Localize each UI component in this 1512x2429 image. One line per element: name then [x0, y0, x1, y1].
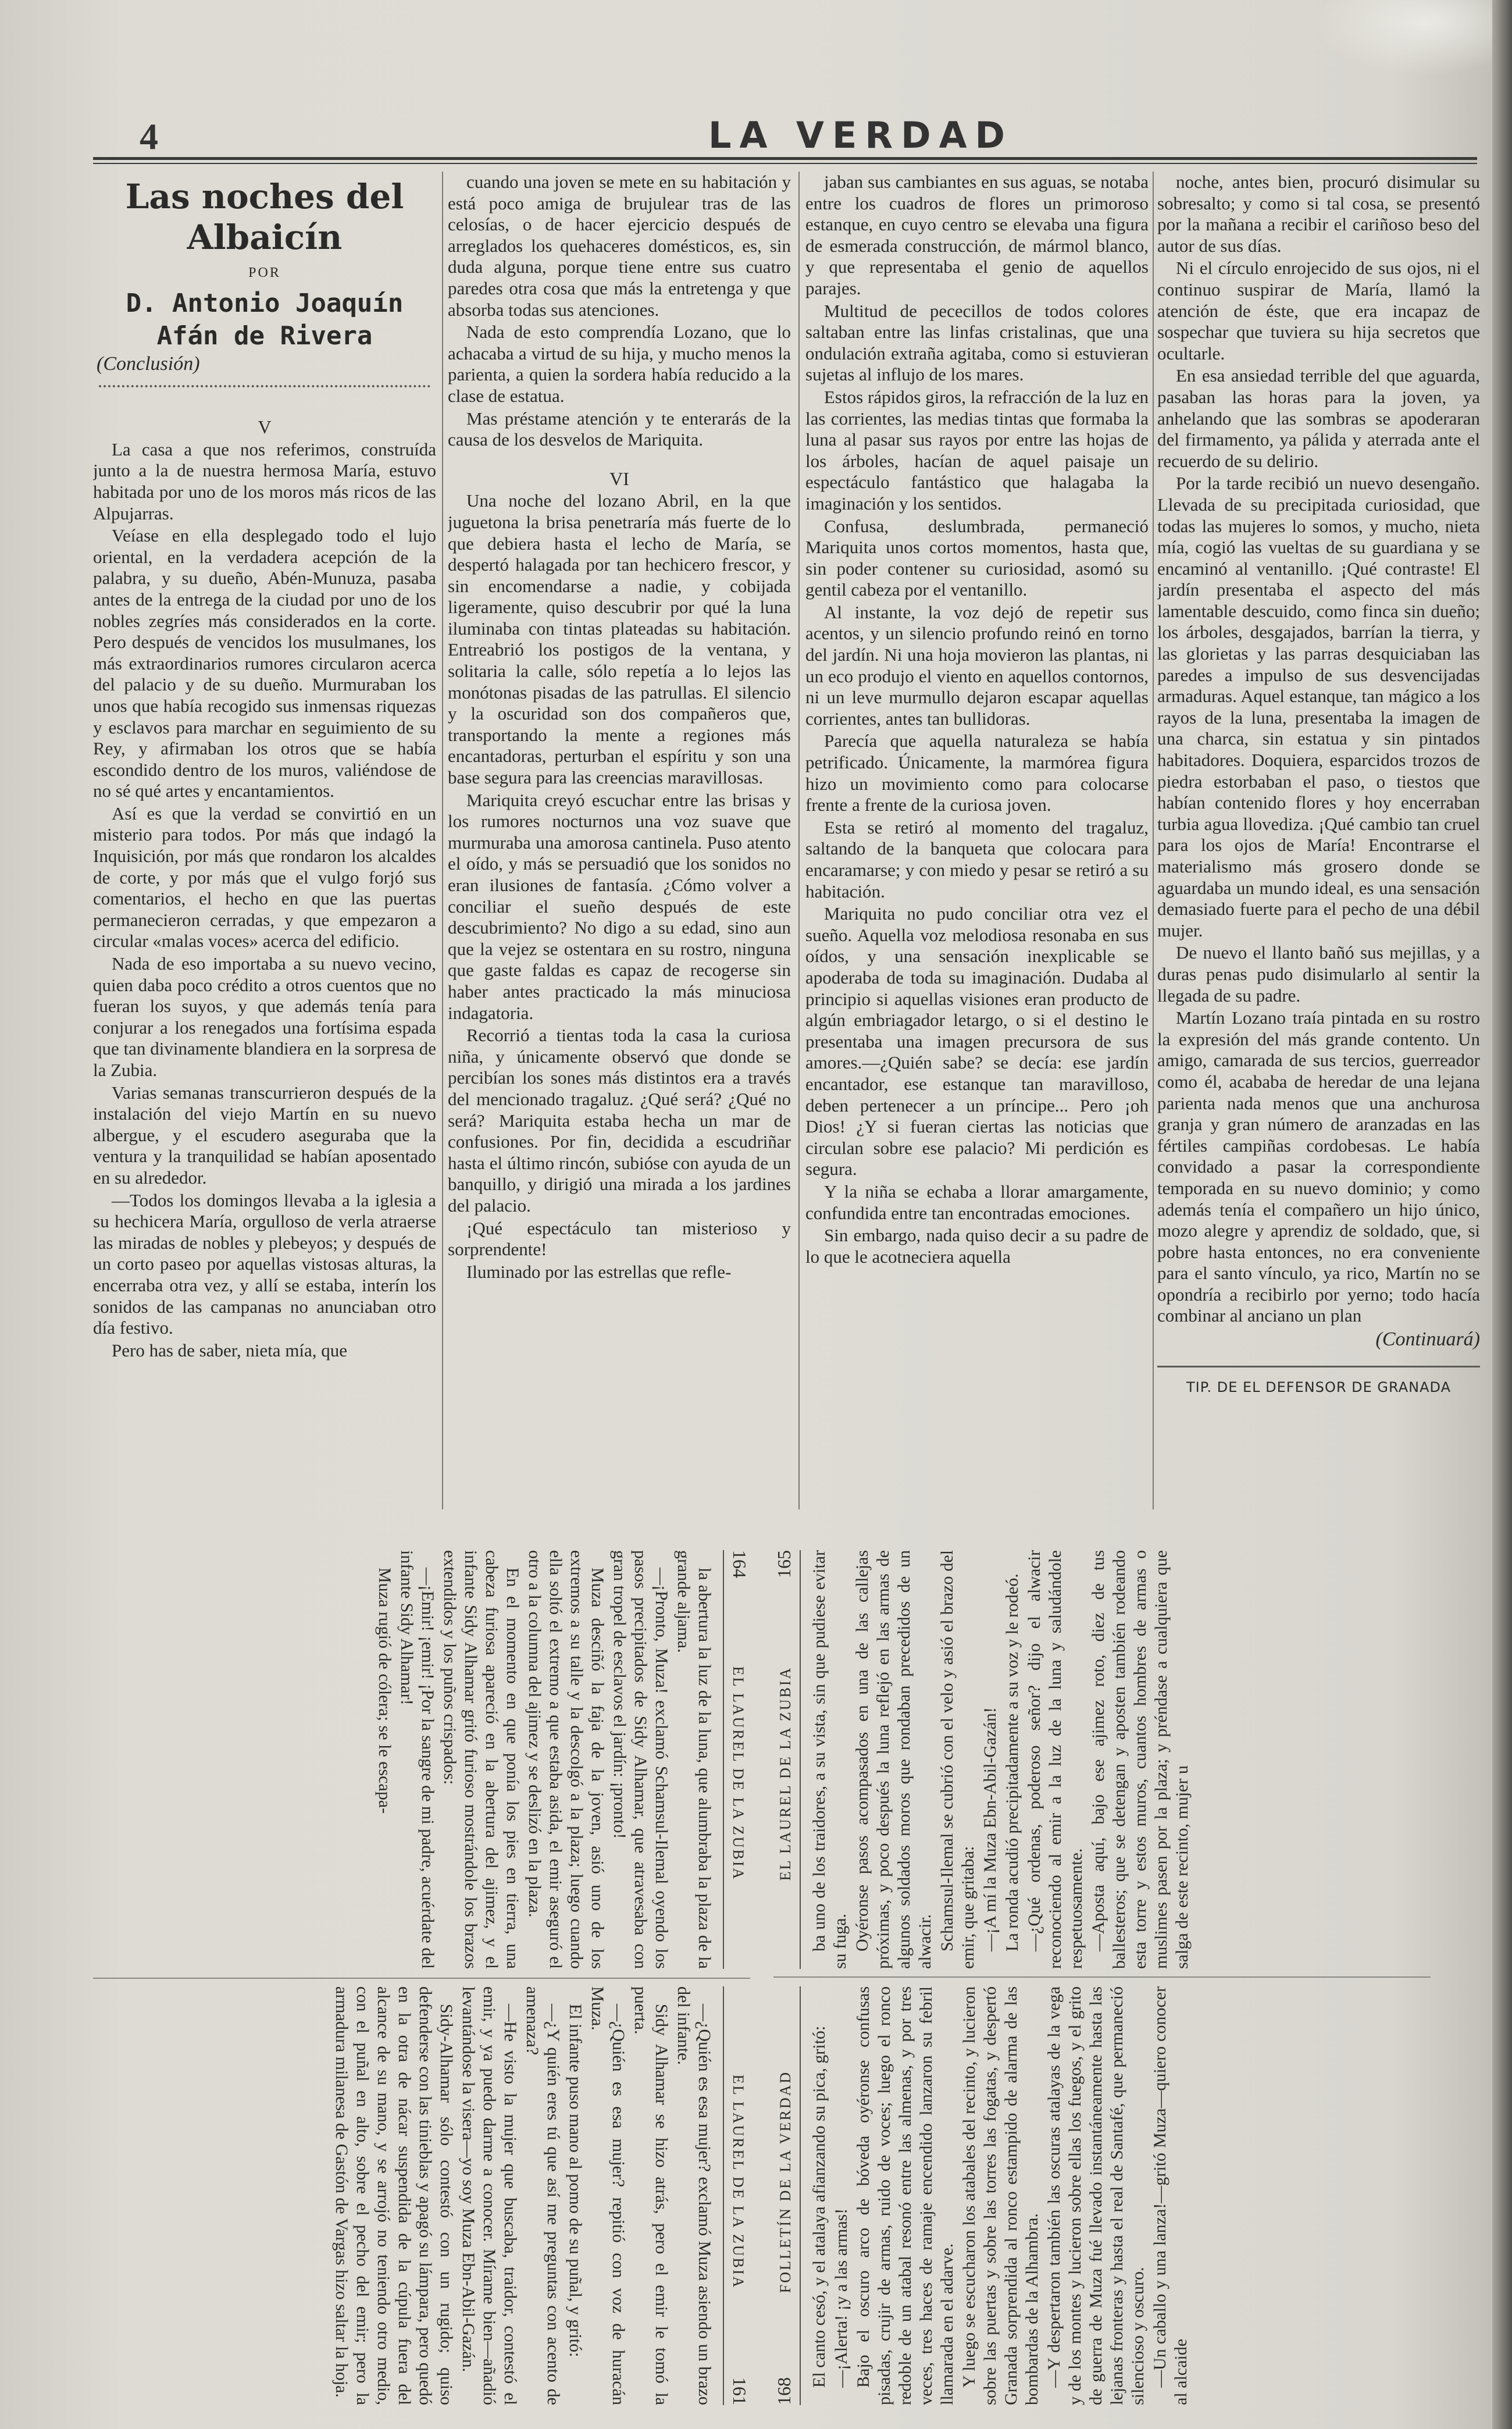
paragraph: Mas préstame atención y te enterarás de la causa de los desvelos de Mariquita. — [448, 408, 791, 450]
paragraph: —Aposta aquí, bajo ese ajimez roto, diez de tus ballesteros; que se detengan y aposten también rodeando esta torre y estos muros, cuantos hombres de armas o muslimes pasen por la plaza; y préndase a cualquiera que salga de este recinto, mujer u — [1089, 1550, 1192, 1969]
paragraph: ba uno de los traidores, a su vista, sin que pudiese evitar su fuga. — [810, 1550, 850, 1969]
folletin-header — [723, 1550, 750, 1969]
folletin-divider — [93, 1978, 750, 1979]
folletin-divider — [773, 1976, 1431, 1978]
paragraph: —Un caballo y una lanza!—gritó Muza—quiero conocer al alcaide — [1150, 1986, 1190, 2405]
paragraph: —¿Quién es esa mujer? exclamó Muza asiendo un brazo del infante. — [674, 1986, 714, 2405]
column-rule — [442, 172, 443, 1509]
paragraph: Una noche del lozano Abril, en la que juguetona la brisa penetraría más fuerte de lo que debiera hasta el lecho de María, se despertó halagada por tan hechicero frescor, y sin encomendarse a nadie, y cobijada ligeramente, quiso descubrir por qué la luna iluminaba con tintas plateadas su habitación. Entreabrió los postigos de la ventana, y solitaria la calle, sólo repetía a lo lejos las monótonas pisadas de las patrullas. El silencio y la oscuridad son dos compañeros que, transportando la mente a regiones más encantadoras, perturban el espíritu y son una base segura para las creencias maravillosas. — [448, 490, 791, 788]
article-author: D. Antonio Joaquín Afán de Rivera — [126, 288, 404, 351]
continued-note: (Continuará) — [1375, 1329, 1480, 1351]
article-column-1 — [93, 172, 436, 1509]
paragraph: Martín Lozano traía pintada en su rostro la expresión del más grande contento. Un amigo, camarada de sus tercios, guerreador como él, acababa de heredar de una lejana parienta nada menos que una anchurosa granja y gran número de aranzadas en las fértiles campiñas cordobesas. Le había convidado a pasar la correspondiente temporada en su nuevo dominio; y como además tenía el compañero un hijo único, mozo alegre y aprendiz de soldado, que, si pobre hasta entonces, no era conveniente para el santo vínculo, ya rico, Martín no se opondría a recibirlo por yerno; todo hacía combinar al anciano un plan — [1157, 1007, 1480, 1326]
paragraph: —¡Emir! ¡emir! ¡Por la sangre de mi padre, acuérdate del infante Sidy Alhamar! — [397, 1550, 437, 1969]
paragraphs — [93, 439, 436, 1362]
paragraph: Mariquita no pudo conciliar otra vez el sueño. Aquella voz melodiosa resonaba en sus oídos, y una sensación inexplicable se apoderaba de toda su imaginación. Dudaba al principio si aquellas visiones eran producto de algún embriagador letargo, o si el destino le presentaba una imagen precursora de sus amores.—¿Quién sabe? se decía: ese jardín encantador, ese estanque tan maravilloso, deben pertenecer a un príncipe... Pero ¡oh Dios! ¿Y si fueran ciertas las noticias que circulan sobre ese palacio? Mi perdición es segura. — [805, 903, 1149, 1180]
column-rule — [1153, 172, 1154, 1509]
paragraph: —¡Alerta! ¡y a las armas! — [832, 2208, 851, 2388]
paragraph: Muza desciñó la faja de la joven, asió uno de los extremos a su talle y la descolgó a la plaza; luego cuando ella soltó el extremo a que estaba asida, el emir aseguró el otro a la columna del ajimez y se deslizó en la plaza. — [525, 1550, 607, 1969]
paragraph: Sidy Alhamar se hizo atrás, pero el emir le tomó la puerta. — [631, 1986, 671, 2405]
paragraphs — [374, 1550, 715, 1969]
paragraph: —¿Y quién eres tú que así me preguntas con acento de amenaza? — [523, 1986, 563, 2405]
paragraph: Multitud de pececillos de todos colores saltaban entre las linfas cristalinas, que una ondulación extraña agitaba, como si estuvieran sujetas al influjo de los mares. — [805, 300, 1149, 385]
paragraph: cuando una joven se mete en su habitación y está poco amiga de brujulear tras de las celosías, o de hacer ejercicio después de arreglados los quehaceres domésticos, es, sin duda alguna, porque tiene entre sus cuatro paredes otra cosa que más la entretenga y que absorba todas sus atenciones. — [448, 172, 791, 320]
paragraph: —¿Quién es esa mujer? repitió con voz de huracán Muza. — [588, 1986, 628, 2405]
dotted-rule — [99, 385, 430, 387]
folletin-page-161 — [93, 1986, 750, 2405]
article-column-3 — [805, 172, 1149, 1509]
paragraph: Ni el círculo enrojecido de sus ojos, ni el continuo suspirar de María, llamó la atención de éste, que era incapaz de sospechar que tuviera su hija secretos que ocultarle. — [1157, 258, 1480, 364]
paragraph: Sin embargo, nada quiso decir a su padre de lo que le acotneciera aquella — [805, 1225, 1149, 1267]
paragraphs — [1157, 172, 1480, 1327]
folletin-page-number: 168 — [773, 2377, 794, 2405]
paragraphs — [448, 490, 791, 1283]
folletin-page-168 — [773, 1986, 1431, 2405]
folletin-left-rotated — [93, 1550, 750, 2405]
paper-wear — [1314, 0, 1500, 76]
masthead-rule — [93, 157, 1477, 164]
folletin-running-title: EL LAUREL DE LA ZUBIA — [730, 1666, 747, 1881]
paragraph: Estos rápidos giros, la refracción de la luz en las corrientes, las medias tintas que formaba la luna al pasar sus rayos por entre las hojas de los árboles, hacían de aquel paisaje un espectáculo fantástico que halagaba la imaginación y los sentidos. — [805, 386, 1149, 514]
paragraph: Confusa, deslumbrada, permaneció Mariquita unos cortos momentos, hasta que, sin poder contener su curiosidad, asomó su gentil cabeza por el ventanillo. — [805, 515, 1149, 600]
folletin-page-number: 164 — [729, 1550, 750, 1578]
paragraph: —¿Qué ordenas, poderoso señor? dijo el alwacir reconociendo al emir a la luz de la luna y saludándole respetuosamente. — [1025, 1550, 1086, 1969]
paragraph: —He visto la mujer que buscaba, traidor, contestó el emir, y ya puedo darme a conocer. Mírame bien—añadió levantándose la visera—yo soy Muza Ebn-Abil-Gazán. — [459, 1986, 520, 2405]
paragraph: Al instante, la voz dejó de repetir sus acentos, y un silencio profundo reinó en torno del jardín. Ni una hoja movieron las plantas, ni un eco produjo el viento en aquellos contornos, ni un leve murmullo dejaron escapar aquellas corrientes, antes tan bullidoras. — [805, 601, 1149, 729]
paragraph: Nada de esto comprendía Lozano, que lo achacaba a virtud de su hija, y mucho menos la parienta, a quien la sordera había reducido a la clase de estatua. — [448, 322, 791, 406]
section-number-v: V — [258, 416, 272, 438]
article-title: Las noches del Albaicín — [125, 177, 404, 257]
paragraph: Y la niña se echaba a llorar amargamente, confundida entre tan encontradas emociones. — [805, 1181, 1149, 1223]
paragraph: Recorrió a tientas toda la casa la curiosa niña, y únicamente observó que donde se percibían los sones más distintos era a través del mencionado tragaluz. ¿Qué será? ¿Qué no será? Mariquita estaba hecha un mar de confusiones. Por fin, decidida a escudriñar hasta el último rincón, subióse con ayuda de un banquillo, y dirigió una mirada a los jardines del palacio. — [448, 1025, 791, 1216]
page-number: 4 — [140, 116, 158, 157]
paragraph: Esta se retiró al momento del tragaluz, saltando de la banqueta que colocara para encaramarse; y con miedo y pesar se retiró a su habitación. — [805, 817, 1149, 902]
paragraphs — [809, 1550, 1193, 1969]
paragraph: Varias semanas transcurrieron después de la instalación del viejo Martín en su nuevo albergue, y el escudero aseguraba que la ventura y la tranquilidad se habían aposentado en su alrededor. — [93, 1082, 436, 1188]
paragraph: Por la tarde recibió un nuevo desengaño. Llevada de su precipitada curiosidad, que todas las mujeres lo somos, y mucho, nieta mía, cogió las vueltas de su guardiana y se encaminó al ventanillo. ¡Qué contraste! El jardín presentaba el aspecto del más lamentable descuido, como finca sin dueño; los árboles, desgajados, barrían la tierra, y las glorietas y las parras desquiciaban las paredes a impulso de sus desvencijadas armaduras. Aquel estanque, tan mágico a los rayos de la luna, presentaba la imagen de una charca, sin estatua y sin pintados habitadores. Doquiera, esparcidos trozos de piedra estorbaban el paso, o tiestos que habían contenido flores y hoy encerraban turbia agua llovediza. ¡Qué cambio tan cruel para los ojos de María! Encontrarse el materialismo más grosero donde se aguardaba un mundo ideal, es una sensación demasiado fuerte para el pecho de una débil mujer. — [1157, 473, 1480, 941]
paragraph: Oyéronse pasos acompasados en una de las callejas próximas, y poco después la luna reflejó en las armas de algunos soldados moros que rondaban precedidos de un alwacir. — [853, 1550, 935, 1969]
newspaper-title: LA VERDAD — [708, 114, 1014, 156]
paragraph: El infante puso mano al pomo de su puñal, y gritó: — [566, 2004, 585, 2357]
paragraph: la abertura la luz de la luna, que alumbraba la plaza de la grande aljama. — [674, 1550, 714, 1969]
paragraph: ¡Qué espectáculo tan misterioso y sorprendente! — [448, 1217, 791, 1260]
paragraph: Pero has de saber, nieta mía, que — [112, 1340, 348, 1360]
paragraph: Mariquita creyó escuchar entre las brisas y los rumores nocturnos una voz suave que murmuraba una amorosa cantinela. Puso atento el oído, y más se persuadió que los sonidos no eran ilusiones de fantasía. ¿Cómo volver a conciliar el sueño después de este descubrimiento? No digo a su edad, sino aun que la vejez se ostentara en su rostro, ninguna que gaste faldas es capaz de recogerse sin haber antes practicado la más minuciosa indagatoria. — [448, 789, 791, 1023]
paragraph: Bajo el oscuro arco de bóveda oyéronse confusas pisadas, crujir de armas, ruido de voces; luego el ronco redoble de un atabal resonó entre las almenas, y por tres veces, tres haces de ramaje encendido lanzaron su febril llamarada en el adarve. — [854, 1986, 957, 2405]
folletin-page-number: 161 — [729, 2377, 750, 2405]
folletin-right-panel — [773, 1550, 1431, 2405]
printer-imprint: TIP. DE EL DEFENSOR DE GRANADA — [1186, 1379, 1451, 1395]
press-rule — [1157, 1366, 1480, 1367]
paragraph: De nuevo el llanto bañó sus mejillas, y a duras penas pudo disimularlo al sentir la llegada de su padre. — [1157, 942, 1480, 1006]
paragraph: —Y despertaron también las oscuras atalayas de la vega y de los montes y lucieron sobre ellas los fuegos, y el grito de guerra de Muza fué llevado instantáneamente hasta las lejanas fronteras y hasta el real de Santafé, que permaneció silencioso y oscuro. — [1044, 1986, 1147, 2405]
paragraphs — [805, 172, 1149, 1267]
article-subtitle: (Conclusión) — [97, 352, 200, 375]
folletin-page-164 — [93, 1550, 750, 1969]
folletin-header — [773, 1550, 801, 1969]
folletin-running-title: EL LAUREL DE LA ZUBIA — [777, 1666, 794, 1881]
masthead — [93, 111, 1477, 163]
folletin-running-title: FOLLETÍN DE LA VERDAD — [777, 2070, 794, 2293]
folletin-right-rotated — [773, 1550, 1431, 2405]
paragraph: Veíase en ella desplegado todo el lujo oriental, en la verdadera acepción de la palabra, y su dueño, Abén-Munuza, pasaba antes de la entrega de la ciudad por uno de los nobles zegríes más considerados en la corte. Pero después de vencidos los musulmanes, los más extraordinarios rumores circularon acerca del palacio y de su dueño. Murmuraban los unos que había recogido sus inmensas riquezas y esclavos para marchar en seguimiento de su Rey, y afirmaban los otros que se había escondido dentro de los muros, valiéndose de no sé qué artes y encantamientos. — [93, 525, 436, 802]
section-number-vi: VI — [609, 468, 629, 489]
article-column-2 — [448, 172, 791, 1509]
paragraph: Muza rugió de cólera; se le escapa- — [375, 1568, 394, 1814]
paragraphs — [448, 172, 791, 451]
paragraph: Schamsul-Ilemal se cubrió con el velo y asió el brazo del emir, que gritaba: — [937, 1550, 978, 1969]
paragraph: La casa a que nos referimos, construída junto a la de nuestra hermosa María, estuvo habitada por uno de los moros más ricos de las Alpujarras. — [93, 439, 436, 523]
paragraphs — [809, 1986, 1192, 2405]
article-column-4 — [1157, 172, 1480, 1509]
folletin-running-title: EL LAUREL DE LA ZUBIA — [730, 2074, 747, 2289]
paragraph: jaban sus cambiantes en sus aguas, se notaba entre los cuadros de flores un primoroso estanque, en cuyo centro se elevaba una figura de esmerada construcción, de mármol blanco, y que representaba el genio de aquellos parajes. — [805, 172, 1149, 298]
paragraph: Así es que la verdad se convirtió en un misterio para todos. Por más que indagó la Inquisición, por más que rondaron los alcaldes de corte, y por más que el vulgo forjó sus comentarios, el hecho en que las puertas permanecieron cerradas, y que empezaron a circular «malas voces» acerca del edificio. — [93, 803, 436, 952]
folletin-header — [773, 1986, 801, 2405]
paragraph: Iluminado por las estrellas que refle- — [466, 1261, 732, 1282]
folletin-header — [723, 1986, 750, 2405]
paragraph: —¡Pronto, Muza! exclamó Schamsul-Ilemal oyendo los pasos precipitados de Sidy Alhamar, que atravesaba con gran tropel de esclavos el jardín: ¡pronto! — [610, 1550, 671, 1969]
paragraphs — [331, 1986, 715, 2405]
paragraph: noche, antes bien, procuró disimular su sobresalto; y como si tal cosa, se presentó por la mañana a recibir el cariñoso beso del autor de sus días. — [1157, 172, 1480, 256]
binding-edge — [1492, 0, 1512, 2429]
paragraph: Nada de eso importaba a su nuevo vecino, quien daba poco crédito a otros cuentos que no fueran los suyos, y que además tenía para conjurar a los renegados una fortísima espada que tan divinamente blandiera en la sorpresa de la Zubia. — [93, 953, 436, 1080]
paragraph: El canto cesó, y el atalaya afianzando su pica, gritó: — [810, 2025, 829, 2388]
paragraph: En el momento en que ponía los pies en tierra, una cabeza furiosa apareció en la abertura del ajimez, y el infante Sidy Alhamar gritó furioso mostrándole los brazos extendidos y los puños crispados: — [440, 1550, 522, 1969]
folletin-page-number: 165 — [773, 1550, 794, 1579]
paragraph: —Todos los domingos llevaba a la iglesia a su hechicera María, orgulloso de verla atraerse las miradas de nobles y plebeyos; y después de un corto paseo por aquellas vistosas alturas, la encerraba otra vez, y allí se estaba, interín los sonidos de las campanas no anunciaban otro día festivo. — [93, 1189, 436, 1338]
paragraph: Parecía que aquella naturaleza se había petrificado. Únicamente, la marmórea figura hizo un movimiento como para colocarse frente a frente de la curiosa joven. — [805, 731, 1149, 815]
paragraph: La ronda acudió precipitadamente a su voz y le rodeó. — [1003, 1573, 1022, 1951]
paragraph: En esa ansiedad terrible del que aguarda, pasaban las horas para la joven, ya anhelando que las sombras se apoderaran del firmamento, ya pálida y aterrada ante el recuerdo de su delirio. — [1157, 365, 1480, 471]
paragraph: Sidy-Alhamar sólo contestó con un rugido; quiso defenderse con las tinieblas y apagó su lámpara, pero quedó en la otra de nácar suspendida de la cúpula fuera del alcance de su mano, y se arrojó no teniendo otro medio, con el puñal en alto, sobre el pecho del emir; pero la armadura milanesa de Gastón de Vargas hizo saltar la hoja. — [332, 1986, 456, 2405]
folletin-page-165 — [773, 1550, 1431, 1969]
folletin-left-panel — [93, 1550, 750, 2405]
paragraph: Y luego se escucharon los atabales del recinto, y lucieron sobre las puertas y sobre las torres las fogatas, y despertó Granada sorprendida al ronco estampido de alarma de las bombardas de la Alhambra. — [960, 1986, 1042, 2405]
column-rule — [798, 172, 800, 1509]
paragraph: —¡A mí la Muza Ebn-Abil-Gazán! — [980, 1707, 1000, 1951]
article-byline-por: POR — [248, 265, 281, 280]
